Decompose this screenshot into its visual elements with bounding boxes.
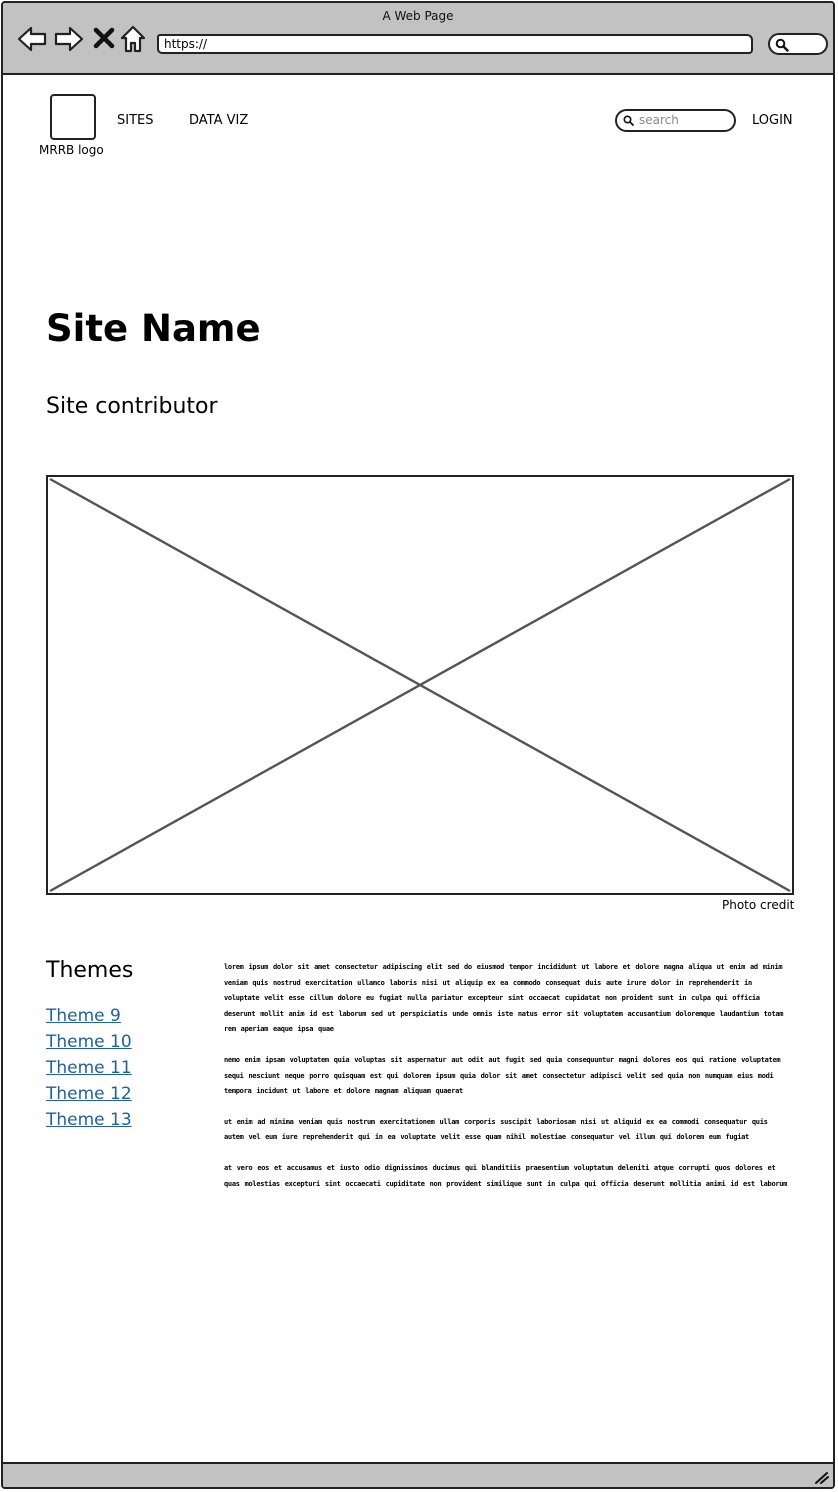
close-x-icon[interactable] (93, 25, 115, 53)
theme-list (46, 1006, 132, 1136)
themes-heading: Themes (46, 958, 134, 983)
body-text (224, 960, 790, 1207)
nav-data-viz-link[interactable]: DATA VIZ (189, 113, 249, 128)
search-icon (623, 115, 634, 126)
site-name-heading: Site Name (46, 307, 261, 350)
body-paragraph: ut enim ad minima veniam quis nostrum exercitationem ullam corporis suscipit laboriosam nisi ut aliquid ex ea commodi consequatur quis autem vel eum iure reprehenderit qui in ea voluptate velit esse quam nihil molestiae consequatur vel illum qui dolorem eum fugiat (224, 1117, 768, 1142)
nav-sites-link[interactable]: SITES (117, 113, 154, 128)
body-paragraph: at vero eos et accusamus et iusto odio dignissimos ducimus qui blanditiis praesentium voluptatum deleniti atque corrupti quos dolores et quas molestias excepturi sint occaecati cupiditate non provident similique sunt in culpa qui officia deserunt mollitia animi id est laborum (224, 1163, 788, 1188)
list-item (46, 1006, 132, 1032)
list-item (46, 1058, 132, 1084)
photo-credit: Photo credit (722, 898, 795, 912)
back-arrow-icon[interactable] (17, 25, 47, 53)
theme-link[interactable]: Theme 9 (46, 1006, 121, 1026)
status-bar (3, 1462, 833, 1487)
browser-window (1, 1, 835, 1489)
theme-link[interactable]: Theme 13 (46, 1110, 132, 1130)
image-placeholder-icon (48, 477, 792, 893)
list-item (46, 1110, 132, 1136)
body-paragraph: lorem ipsum dolor sit amet consectetur adipiscing elit sed do eiusmod tempor incididunt ut labore et dolore magna aliqua ut enim ad minim veniam quis nostrud exercitation ullamco laboris nisi ut aliquip ex ea commodo consequat duis aute irure dolor in reprehenderit in voluptate velit esse cillum dolore eu fugiat nulla pariatur excepteur sint occaecat cupidatat non proident sunt in culpa qui officia deserunt mollit anim id est laborum sed ut perspiciatis unde omnis iste natus error sit voluptatem accusantium doloremque laudantium totam rem aperiam eaque ipsa quae (224, 963, 784, 1034)
body-paragraph: nemo enim ipsam voluptatem quia voluptas sit aspernatur aut odit aut fugit sed quia consequuntur magni dolores eos qui ratione voluptatem sequi nesciunt neque porro quisquam est qui dolorem ipsum quia dolor sit amet consectetur adipisci velit sed quia non numquam eius modi tempora incidunt ut labore et dolore magnam aliquam quaerat (224, 1055, 781, 1096)
search-placeholder: search (639, 113, 679, 127)
theme-link[interactable]: Theme 10 (46, 1032, 132, 1052)
search-icon (775, 38, 789, 52)
logo-caption: MRRB logo (39, 143, 104, 157)
browser-toolbar (3, 3, 833, 75)
url-bar[interactable]: https:// (157, 34, 753, 54)
theme-link[interactable]: Theme 11 (46, 1058, 132, 1078)
hero-image-placeholder (46, 475, 794, 895)
list-item (46, 1032, 132, 1058)
list-item (46, 1084, 132, 1110)
resize-grip-icon[interactable] (813, 1470, 829, 1484)
login-link[interactable]: LOGIN (752, 113, 793, 128)
logo-placeholder[interactable] (50, 94, 96, 140)
window-title: A Web Page (382, 9, 454, 23)
browser-search-field[interactable] (768, 33, 828, 55)
forward-arrow-icon[interactable] (54, 25, 84, 53)
theme-link[interactable]: Theme 12 (46, 1084, 132, 1104)
site-contributor: Site contributor (46, 394, 218, 419)
home-icon[interactable] (119, 25, 147, 53)
site-search-input[interactable] (615, 109, 736, 132)
